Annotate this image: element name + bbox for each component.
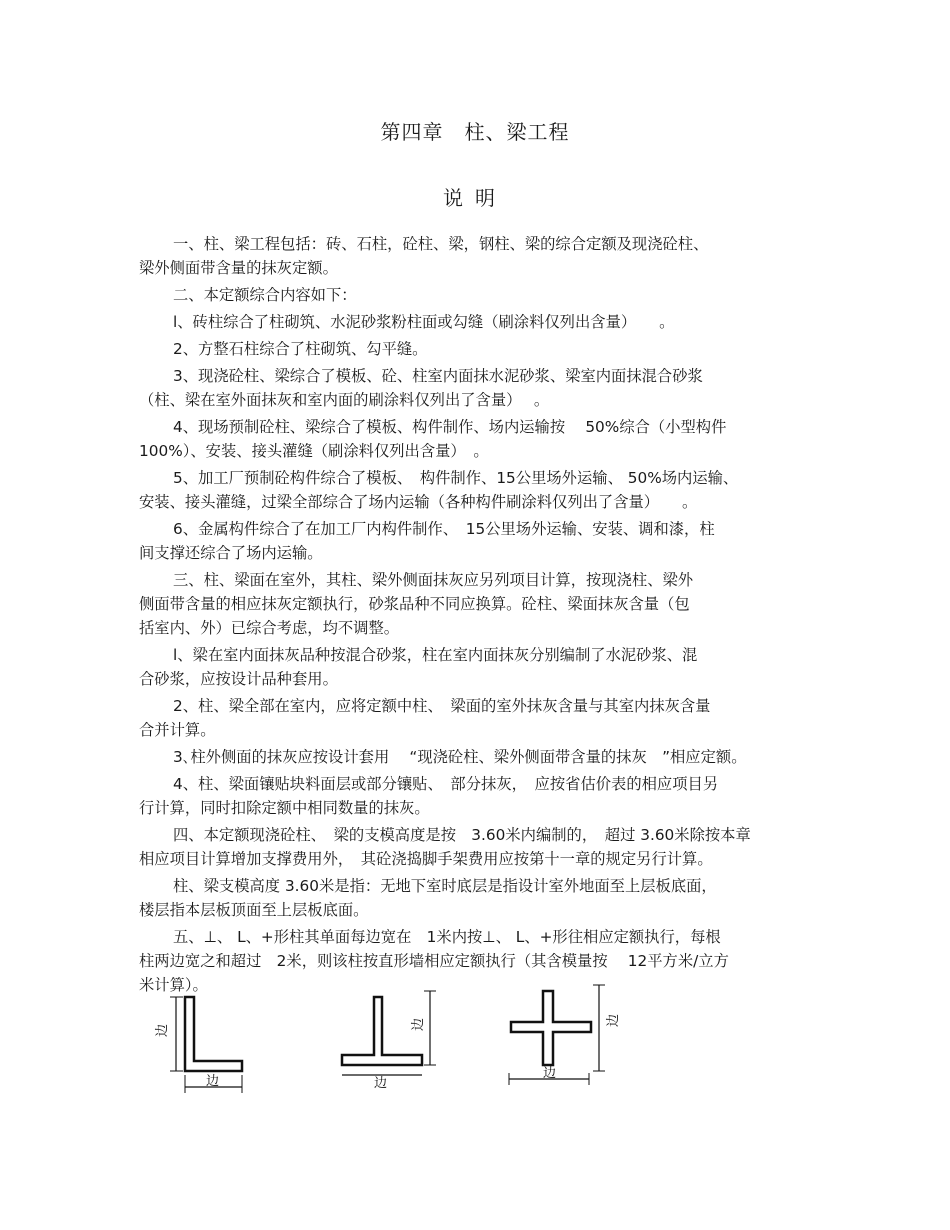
t-shape-diagram [330,975,450,1105]
paragraph-line: 侧面带含量的相应抹灰定额执行，砂浆品种不同应换算。砼柱、梁面抹灰含量（包 [139,595,690,613]
paragraph-line: 相应项目计算增加支撑费用外， 其砼浇捣脚手架费用应按第十一章的规定另行计算。 [139,850,713,868]
chapter-title: 第四章 柱、梁工程 [380,120,570,144]
l-shape-diagram [150,975,260,1105]
paragraph-line: 柱、梁支模高度 3.60米是指：无地下室时底层是指设计室外地面至上层板底面， [173,877,717,895]
paragraph [139,643,811,691]
paragraph-line: 6、金属构件综合了在加工厂内构件制作、 15公里场外运输、安装、调和漆，柱 [173,520,715,538]
paragraph-line: 3､柱外侧面的抹灰应按设计套用 “现浇砼柱、梁外侧面带含量的抹灰 ”相应定额。 [173,748,747,766]
paragraph-line: l、梁在室内面抹灰品种按混合砂浆，柱在室内面抹灰分别编制了水泥砂浆、混 [173,646,698,664]
paragraph-line: 三、柱、梁面在室外，其柱、梁外侧面抹灰应另列项目计算，按现浇柱、梁外 [173,571,694,589]
paragraph [139,364,811,412]
dim-label-vertical: 边 [606,1013,621,1027]
dim-label-horizontal: 边 [206,1074,220,1089]
paragraph-line: 合并计算。 [139,721,216,739]
t-shape-outline [342,997,422,1065]
dim-label-horizontal: 边 [543,1066,557,1081]
paragraph-line: 五、⊥、 L、+形柱其单面每边宽在 1米内按⊥、 L、+形往相应定额执行，每根 [173,928,721,946]
document-body [139,232,811,997]
paragraph [139,283,811,307]
paragraph [139,745,811,769]
l-shape-figure [150,975,260,1105]
cross-shape-figure [505,975,635,1105]
paragraph [139,232,811,280]
paragraph-line: 楼层指本层板顶面至上层板底面。 [139,901,369,919]
paragraph-line: 安装、接头灌缝，过梁全部综合了场内运输（各种构件刷涂料仅列出了含量） 。 [139,493,698,511]
paragraph [139,823,811,871]
t-shape-figure [330,975,450,1105]
paragraph-line: 3、现浇砼柱、梁综合了模板、砼、柱室内面抹水泥砂浆、梁室内面抹混合砂浆 [173,367,703,385]
dim-label-vertical: 边 [411,1017,426,1031]
paragraph-line: 4、柱、梁面镶贴块料面层或部分镶贴、 部分抹灰， 应按省估价表的相应项目另 [173,775,719,793]
paragraph-line: 5、加工厂预制砼构件综合了模板、 构件制作、15公里场外运输、 50%场内运输、 [173,469,739,487]
paragraph-line: 米计算）。 [139,976,208,994]
paragraph-line: 合砂浆，应按设计品种套用。 [139,670,338,688]
paragraph [139,874,811,922]
paragraph-line: 四、本定额现浇砼柱、 梁的支模高度是按 3.60米内编制的， 超过 3.60米除按本章 [173,826,751,844]
paragraph-line: 2、方整石柱综合了柱砌筑、勾平缝。 [173,340,428,358]
paragraph [139,568,811,640]
paragraph [139,772,811,820]
cross-shape-diagram [505,975,635,1105]
paragraph-line: 二、本定额综合内容如下： [173,286,357,304]
l-shape-outline [185,997,242,1071]
section-subtitle: 说明 [443,186,507,210]
paragraph-line: 行计算，同时扣除定额中相同数量的抹灰。 [139,799,430,817]
paragraph [139,415,811,463]
dim-label-vertical: 边 [155,1023,170,1037]
dim-label-horizontal: 边 [374,1076,388,1091]
paragraph [139,694,811,742]
cross-shape-outline [511,991,591,1065]
paragraph-line: 括室内、外）已综合考虑，均不调整。 [139,619,400,637]
paragraph-line: （柱、梁在室外面抹灰和室内面的刷涂料仅列出了含量） 。 [139,391,550,409]
column-shape-figures [150,975,650,1105]
paragraph-line: 梁外侧面带含量的抹灰定额。 [139,259,338,277]
paragraph-line: 4、现场预制砼柱、梁综合了模板、构件制作、场内运输按 50%综合（小型构件 [173,418,727,436]
paragraph-line: l、砖柱综合了柱砌筑、水泥砂浆粉柱面或勾缝（刷涂料仅列出含量） 。 [173,313,675,331]
paragraph [139,466,811,514]
paragraph [139,310,811,334]
paragraph-line: 柱两边宽之和超过 2米，则该柱按直形墙相应定额执行（其含模量按 12平方米/立方 [139,952,729,970]
paragraph-line: 一、柱、梁工程包括：砖、石柱，砼柱、梁，钢柱、梁的综合定额及现浇砼柱、 [173,235,709,253]
paragraph-line: 100%）、安装、接头灌缝（刷涂料仅列出含量） 。 [139,442,489,460]
paragraph-line: 2、柱、梁全部在室内，应将定额中柱、 梁面的室外抹灰含量与其室内抹灰含量 [173,697,711,715]
paragraph [139,517,811,565]
paragraph [139,337,811,361]
paragraph-line: 间支撑还综合了场内运输。 [139,544,323,562]
